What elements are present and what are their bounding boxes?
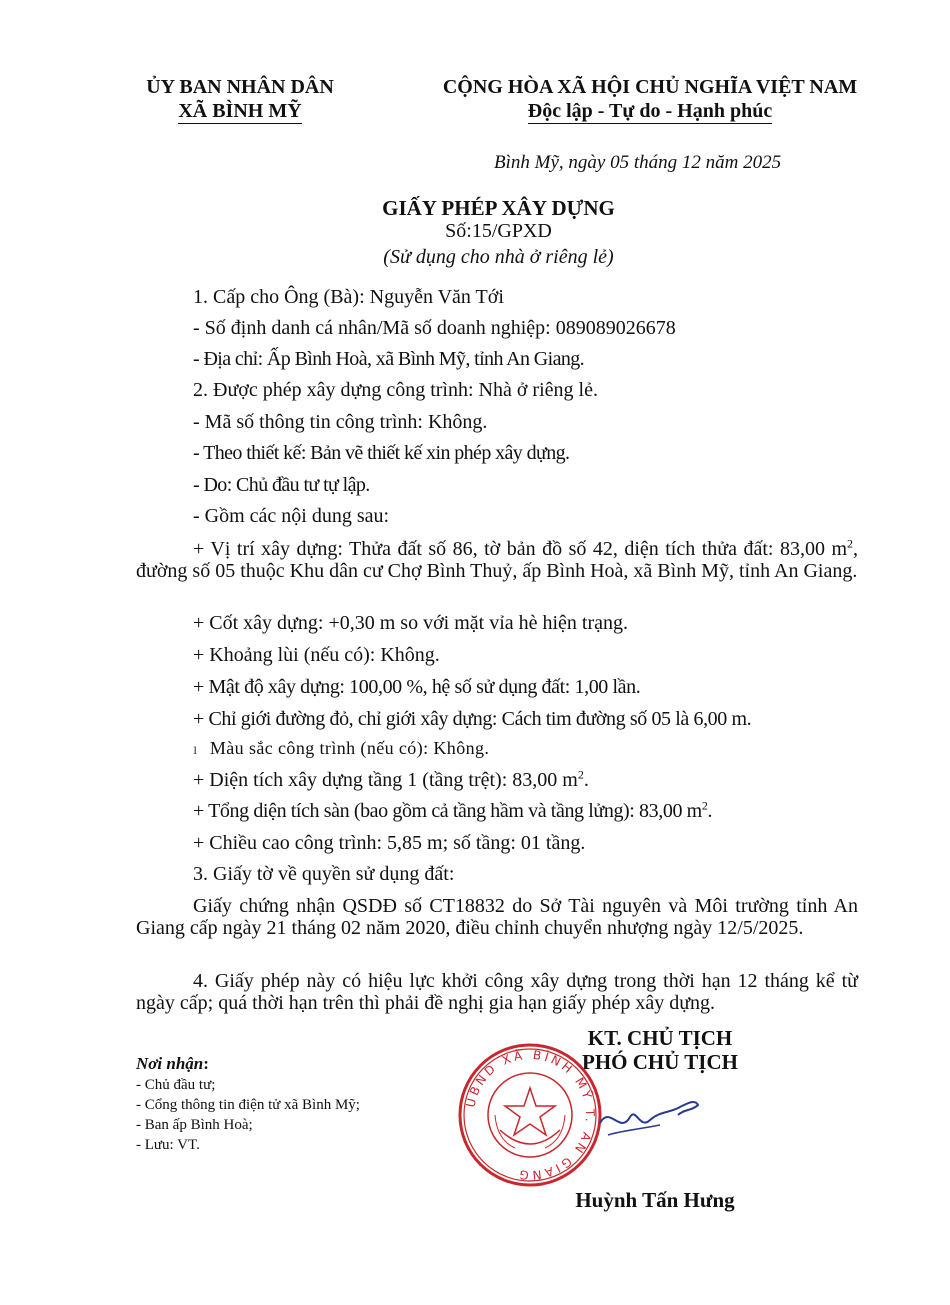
setback-line: + Khoảng lùi (nếu có): Không. bbox=[193, 644, 440, 666]
signature-title-2: PHÓ CHỦ TỊCH bbox=[582, 1050, 738, 1074]
recipient-item: - Ban ấp Bình Hoà; bbox=[136, 1117, 253, 1133]
total-area-line bbox=[193, 800, 712, 823]
item-2-permitted: 2. Được phép xây dựng công trình: Nhà ở riêng lẻ. bbox=[193, 379, 598, 401]
issuer-commune-text: XÃ BÌNH MỸ bbox=[178, 100, 302, 122]
document-number: Số:15/GPXD bbox=[445, 220, 552, 242]
id-number-line: - Số định danh cá nhân/Mã số doanh nghiệp: 089089026678 bbox=[193, 317, 676, 339]
location-text-b: , đường số 05 thuộc Khu dân cư Chợ Bình Thuỷ, ấp Bình Hoà, xã Bình Mỹ, tỉnh An Giang. bbox=[136, 538, 858, 582]
location-sup: 2 bbox=[847, 536, 853, 551]
item-4-validity bbox=[136, 970, 858, 1014]
height-line: + Chiều cao công trình: 5,85 m; số tầng: 01 tầng. bbox=[193, 832, 586, 854]
recipients-label bbox=[136, 1054, 209, 1074]
recipient-item: - Lưu: VT. bbox=[136, 1137, 200, 1153]
issuer-commune bbox=[130, 100, 350, 123]
document-subtitle: (Sử dụng cho nhà ở riêng lẻ) bbox=[383, 246, 614, 268]
recipients-label-text: Nơi nhận bbox=[136, 1054, 204, 1073]
location-text-a: + Vị trí xây dựng: Thửa đất số 86, tờ bản đồ số 42, diện tích thửa đất: 83,00 m bbox=[193, 538, 847, 560]
total-area-text: + Tổng diện tích sàn (bao gồm cả tầng hầm và tầng lửng): 83,00 m bbox=[193, 800, 702, 822]
svg-text:UBND XÃ BÌNH MỸ T. AN GIANG: UBND XÃ BÌNH MỸ T. AN GIANG bbox=[463, 1047, 598, 1183]
project-code-line: - Mã số thông tin công trình: Không. bbox=[193, 411, 488, 433]
recipients-colon: : bbox=[203, 1054, 209, 1073]
recipient-item: - Cổng thông tin điện tử xã Bình Mỹ; bbox=[136, 1097, 360, 1113]
floor1-sup: 2 bbox=[577, 767, 584, 782]
design-line: - Theo thiết kế: Bản vẽ thiết kế xin phép xây dựng. bbox=[193, 442, 570, 464]
elevation-line: + Cốt xây dựng: +0,30 m so với mặt vỉa hè hiện trạng. bbox=[193, 612, 629, 634]
handwritten-signature bbox=[580, 1085, 710, 1145]
validity-text: 4. Giấy phép này có hiệu lực khởi công xây dựng trong thời hạn 12 tháng kể từ ngày cấp; quá thời hạn trên thì phải đề nghị gia hạn giấy phép xây dựng. bbox=[136, 970, 858, 1014]
floor1-end: . bbox=[583, 769, 589, 791]
signature-title-1: KT. CHỦ TỊCH bbox=[587, 1026, 733, 1050]
density-line: + Mật độ xây dựng: 100,00 %, hệ số sử dụng đất: 1,00 lần. bbox=[193, 676, 641, 698]
certificate-paragraph bbox=[136, 895, 858, 939]
boundary-line: + Chỉ giới đường đỏ, chỉ giới xây dựng: Cách tim đường số 05 là 6,00 m. bbox=[193, 708, 752, 730]
total-end: . bbox=[707, 800, 713, 822]
floor1-area-line bbox=[193, 769, 589, 792]
location-paragraph bbox=[136, 538, 858, 582]
item-3-land: 3. Giấy tờ về quyền sử dụng đất: bbox=[193, 863, 455, 885]
color-prefix: ı bbox=[193, 741, 198, 758]
contents-line: - Gồm các nội dung sau: bbox=[193, 505, 390, 527]
designer-line: - Do: Chủ đầu tư tự lập. bbox=[193, 474, 370, 496]
floor1-area-text: + Diện tích xây dựng tầng 1 (tầng trệt): 83,00 m bbox=[193, 769, 578, 791]
national-motto bbox=[420, 100, 880, 123]
certificate-text: Giấy chứng nhận QSDĐ số CT18832 do Sở Tài nguyên và Môi trường tỉnh An Giang cấp ngày 21 tháng 02 năm 2020, điều chỉnh chuyển nhượng ngày 12/5/2025. bbox=[136, 895, 858, 939]
color-text: Màu sắc công trình (nếu có): Không. bbox=[209, 738, 490, 758]
color-line bbox=[193, 738, 489, 759]
national-motto-text: Độc lập - Tự do - Hạnh phúc bbox=[527, 100, 773, 122]
recipient-item: - Chủ đầu tư; bbox=[136, 1077, 216, 1093]
item-1-grantee: 1. Cấp cho Ông (Bà): Nguyễn Văn Tới bbox=[193, 286, 504, 308]
address-line: - Địa chỉ: Ấp Bình Hoà, xã Bình Mỹ, tỉnh An Giang. bbox=[193, 348, 585, 370]
signer-name: Huỳnh Tấn Hưng bbox=[575, 1188, 735, 1212]
issuer-name: ỦY BAN NHÂN DÂN bbox=[146, 76, 334, 98]
date-line: Bình Mỹ, ngày 05 tháng 12 năm 2025 bbox=[494, 152, 782, 173]
total-sup: 2 bbox=[701, 798, 708, 813]
national-title: CỘNG HÒA XÃ HỘI CHỦ NGHĨA VIỆT NAM bbox=[442, 76, 858, 98]
document-title: GIẤY PHÉP XÂY DỰNG bbox=[382, 196, 615, 220]
